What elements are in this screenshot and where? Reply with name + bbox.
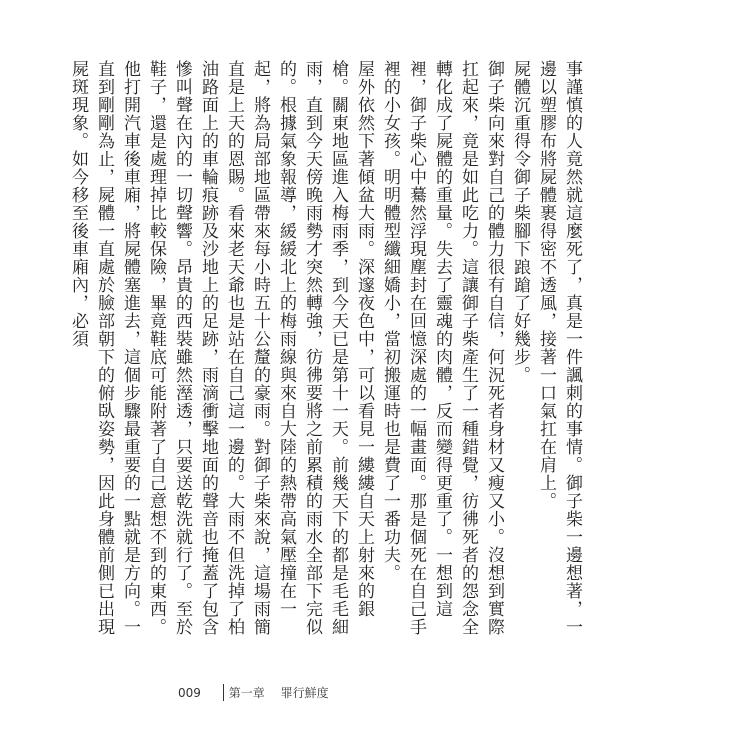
page-footer	[178, 684, 329, 701]
paragraph-4: 屋外依然下著傾盆大雨。深邃夜色中，可以看見一縷縷自天上射來的銀槍。關東地區進入梅雨季，到今天已是第十一天。前幾天下的都是毛毛細雨，直到今天傍晚雨勢才突然轉強，彷彿要將之前累積的雨水全部下完似的。根據氣象報導，緩緩北上的梅雨線與來自大陸的熱帶高氣壓撞在一起，將為局部地區帶來每小時五十公釐的豪雨。對御子柴來說，這場雨簡直是上天的恩賜。看來老天爺也是站在自己這一邊的。大雨不但洗掉了柏油路面上的車輪痕跡及沙地上的足跡，雨滴衝擊地面的聲音也掩蓋了包含慘叫聲在內的一切聲響。昂貴的西裝雖然溼透，只要送乾洗就行了。至於鞋子，還是處理掉比較保險，畢竟鞋底可能附著了自己意想不到的東西。	[146, 60, 374, 636]
paragraph-3: 御子柴向來對自己的體力很有自信，何況死者身材又瘦又小。沒想到實際扛起來，竟是如此吃力。這讓御子柴產生了一種錯覺，彷彿死者的怨念全轉化成了屍體的重量。失去了靈魂的肉體，反而變得更重了。一想到這裡，御子柴心中驀然浮現塵封在回憶深處的一幅畫面。那是個死在自己手裡的小女孩。明明體型纖細嬌小，當初搬運時也是費了一番功夫。	[380, 60, 504, 636]
paragraph-1: 事謹慎的人竟然就這麼死了，真是一件諷刺的事情。御子柴一邊想著，一邊以塑膠布將屍體裹得密不透風，接著一口氣扛在肩上。	[536, 60, 582, 636]
paragraph-5: 他打開汽車後車廂，將屍體塞進去，這個步驟最重要的一點就是方向。一直到剛剛為止，屍體一直處於臉部朝下的俯臥姿勢，因此身體前側已出現屍斑現象。如今移至後車廂內，必須	[68, 60, 140, 636]
page-number: 009	[178, 686, 201, 700]
chapter-title: 罪行鮮度	[280, 686, 329, 700]
paragraph-2: 屍體沉重得令御子柴腳下踉蹌了好幾步。	[510, 60, 530, 384]
chapter-label: 第一章	[223, 684, 265, 701]
body-text	[68, 60, 585, 650]
